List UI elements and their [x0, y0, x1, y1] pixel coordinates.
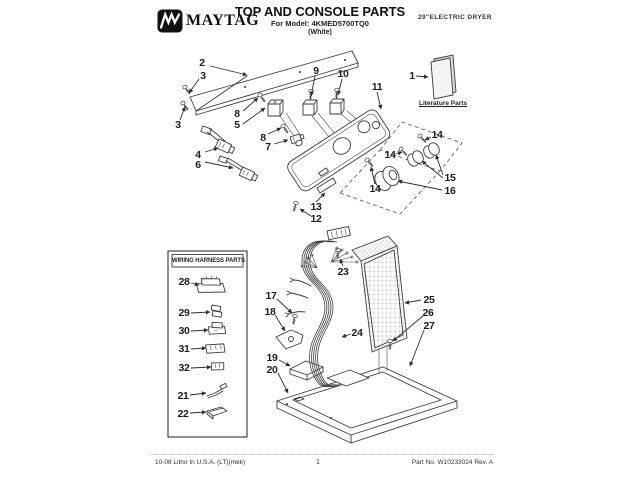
callout-28: 28	[178, 276, 190, 288]
terminal-block-panel-drawing	[352, 236, 407, 374]
callout-14: 14	[431, 129, 443, 141]
callout-21: 21	[177, 390, 189, 402]
page-number: 1	[316, 459, 320, 466]
callout-15: 15	[444, 172, 456, 184]
console-panel-drawing	[285, 107, 392, 212]
wiring-harness-box	[168, 251, 247, 437]
finish-line: (White)	[308, 28, 332, 36]
callout-3: 3	[175, 119, 181, 131]
brand-name: MAYTAG	[186, 12, 260, 29]
callout-14: 14	[384, 149, 396, 161]
callout-17: 17	[265, 290, 277, 302]
callout-30: 30	[178, 325, 190, 337]
callout-23: 23	[337, 266, 349, 278]
callout-31: 31	[178, 343, 190, 355]
callout-7: 7	[265, 141, 271, 153]
callout-25: 25	[423, 294, 435, 306]
product-type-label: 29"ELECTRIC DRYER	[418, 14, 492, 21]
callout-13: 13	[310, 201, 322, 213]
callout-10: 10	[337, 68, 349, 80]
callout-9: 9	[313, 65, 319, 77]
callout-24: 24	[351, 327, 363, 339]
literature-parts-label: Literature Parts	[418, 100, 468, 107]
callout-18: 18	[264, 306, 276, 318]
harness-4-drawing	[201, 126, 235, 155]
main-harness-drawing	[285, 226, 358, 386]
callout-20: 20	[266, 364, 278, 376]
page-title: TOP AND CONSOLE PARTS	[234, 4, 406, 19]
callout-27: 27	[423, 320, 435, 332]
callout-6: 6	[195, 159, 201, 171]
callout-12: 12	[310, 213, 322, 225]
callout-8: 8	[234, 108, 240, 120]
literature-book-icon	[431, 55, 456, 99]
wiring-box-title: WIRING HARNESS PARTS	[172, 258, 245, 264]
callout-4: 4	[195, 149, 201, 161]
callout-3: 3	[200, 70, 206, 82]
callout-26: 26	[422, 307, 434, 319]
callout-2: 2	[199, 57, 205, 69]
callout-11: 11	[371, 81, 383, 93]
litho-note: 10-08 Litho In U.S.A. (LT)(mek)	[155, 459, 246, 466]
harness-6-drawing	[218, 156, 258, 182]
callout-5: 5	[234, 119, 240, 131]
model-line: For Model: 4KMED5700TQ0	[271, 19, 369, 29]
callout-29: 29	[178, 307, 190, 319]
callout-16: 16	[444, 185, 456, 197]
footer-rule	[150, 454, 493, 455]
callout-14: 14	[369, 183, 381, 195]
part-number: Part No. W10233024 Rev. A	[411, 459, 493, 466]
switch-5-drawing	[257, 92, 301, 139]
callout-1: 1	[409, 70, 415, 82]
callout-19: 19	[266, 352, 278, 364]
callout-22: 22	[177, 408, 189, 420]
callout-32: 32	[178, 362, 190, 374]
bracket-drawings	[276, 314, 323, 380]
callout-8: 8	[260, 132, 266, 144]
